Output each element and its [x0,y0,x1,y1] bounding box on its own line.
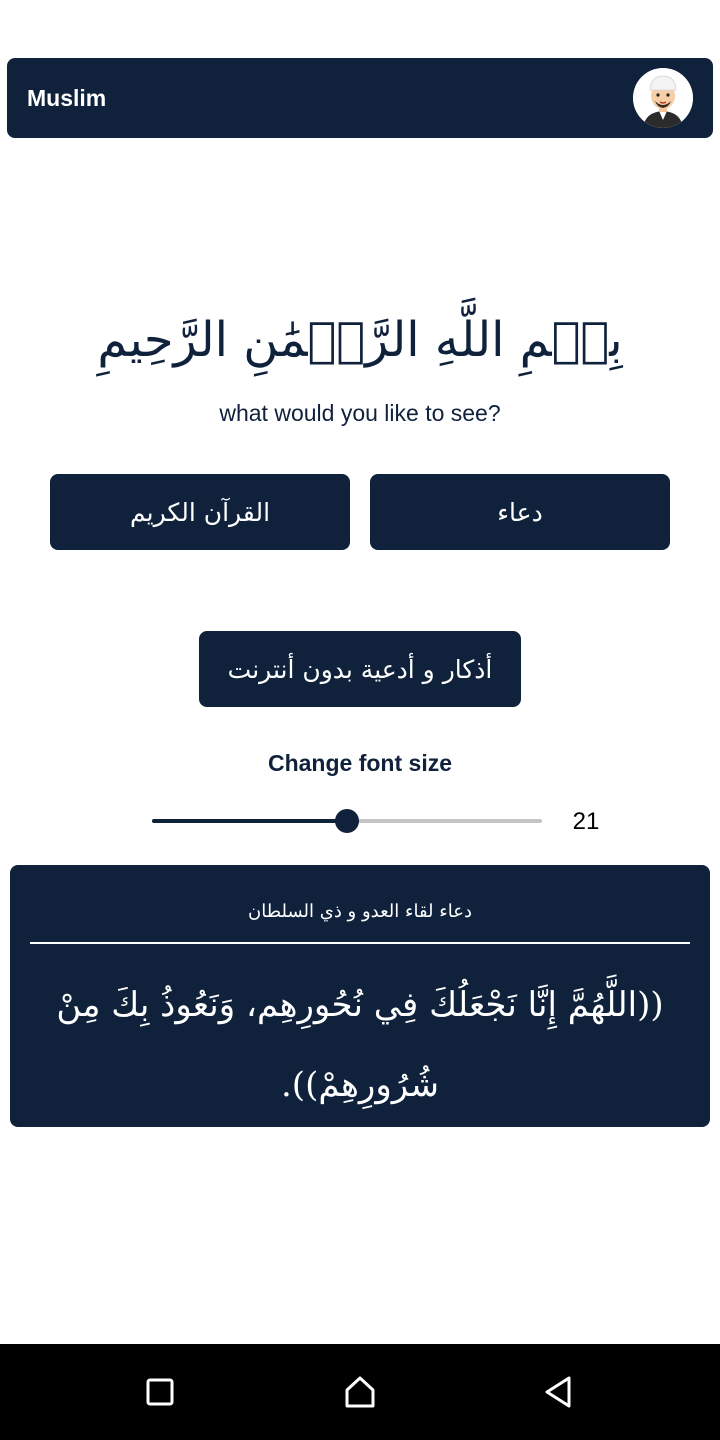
man-avatar-icon [633,68,693,128]
prompt-text: what would you like to see? [219,400,501,426]
avatar[interactable] [633,68,693,128]
slider-thumb[interactable] [335,809,359,833]
back-button[interactable] [538,1372,578,1412]
quran-button[interactable]: القرآن الكريم [50,474,350,550]
back-triangle-icon [538,1372,578,1412]
dua-card [10,865,710,1127]
font-size-slider[interactable] [152,806,542,836]
dua-card-title: دعاء لقاء العدو و ذي السلطان [248,901,472,922]
dua-card-text: ((اللَّهُمَّ إِنَّا نَجْعَلُكَ فِي نُحُورِهِم، وَنَعُوذُ بِكَ مِنْ شُرُورِهِمْ)).‏ [56,985,664,1105]
home-button[interactable] [340,1372,380,1412]
font-size-label: Change font size [267,750,452,776]
font-size-value: 21 [572,808,600,835]
square-recents-icon [140,1372,180,1412]
recents-button[interactable] [140,1372,180,1412]
app-title: Muslim [27,85,107,111]
home-icon [340,1372,380,1412]
offline-adhkar-button[interactable]: أذكار و أدعية بدون أنترنت [199,631,521,707]
slider-active-track [152,819,347,823]
divider [30,942,690,944]
bismillah-heading: بِسۡمِ اللَّهِ الرَّحۡمَٰنِ الرَّحِيمِ [97,312,623,368]
system-nav-bar [0,1344,720,1440]
app-bar [7,58,713,138]
dua-button[interactable]: دعاء [370,474,670,550]
